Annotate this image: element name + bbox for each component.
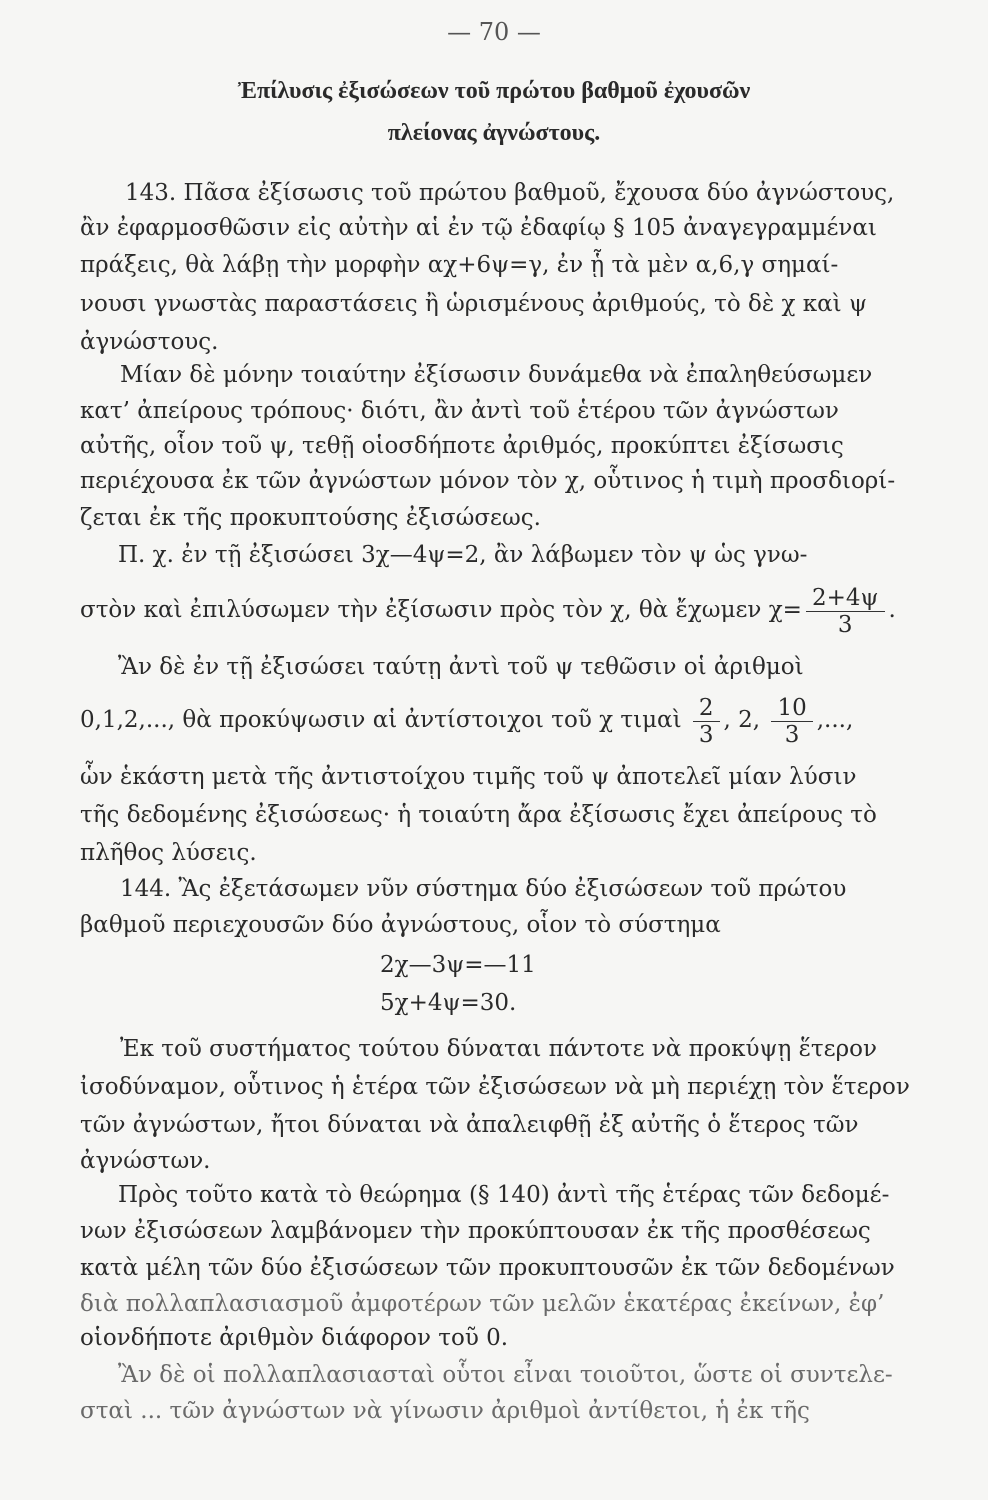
p-pros-line1: Πρὸς τοῦτο κατὰ τὸ θεώρημα (§ 140) ἀντὶ τῆς ἑτέρας τῶν δεδομέ-	[118, 1182, 890, 1208]
p143b-line3: αὐτῆς, οἷον τοῦ ψ, τεθῇ οἱοσδήποτε ἀριθμός, προκύπτει ἐξίσωσις	[80, 433, 844, 459]
p-pros-line3: κατὰ μέλη τῶν δύο ἐξισώσεων τῶν προκυπτουσῶν ἐκ τῶν δεδομένων	[80, 1255, 895, 1281]
p143-line3: πράξεις, θὰ λάβῃ τὴν μορφὴν αχ+6ψ=γ, ἐν ᾗ τὰ μὲν α,6,γ σημαί-	[80, 252, 839, 278]
p143b-line4: περιέχουσα ἐκ τῶν ἀγνώστων μόνον τὸν χ, οὗτινος ἡ τιμὴ προσδιορί-	[80, 468, 896, 494]
p-last-line2: σταὶ ... τῶν ἀγνώστων νὰ γίνωσιν ἀριθμοὶ ἀντίθετοι, ἡ ἐκ τῆς	[80, 1398, 810, 1424]
p143b-line5: ζεται ἐκ τῆς προκυπτούσης ἐξισώσεως.	[80, 505, 541, 531]
p-an-line5: πλῆθος λύσεις.	[80, 840, 257, 866]
p-an-line2: 0,1,2,..., θὰ προκύψωσιν αἱ ἀντίστοιχοι τοῦ χ τιμαὶ $\frac{2}{3}$ , 2, $\frac{10}{3}$ ,...,	[80, 694, 854, 748]
p144-line2: βαθμοῦ περιεχουσῶν δύο ἀγνώστους, οἷον τὸ σύστημα	[80, 912, 721, 938]
equation-1: 2χ—3ψ=—11	[380, 952, 536, 978]
p143b-line1: Μίαν δὲ μόνην τοιαύτην ἐξίσωσιν δυνάμεθα νὰ ἐπαληθεύσωμεν	[120, 362, 873, 388]
section-title-line2: πλείονας ἀγνώστους.	[387, 120, 601, 146]
p143-line5: ἀγνώστους.	[80, 329, 219, 355]
fraction: $\frac{2}{3}$	[693, 695, 720, 748]
equation-2: 5χ+4ψ=30.	[380, 990, 517, 1016]
p-pros-line4: διὰ πολλαπλασιασμοῦ ἀμφοτέρων τῶν μελῶν ἑκατέρας ἐκείνων, ἐφ’	[80, 1291, 885, 1317]
fraction: $\frac{2+4\psi}{3}$	[806, 585, 885, 638]
p143-line1: 143. Πᾶσα ἐξίσωσις τοῦ πρώτου βαθμοῦ, ἔχουσα δύο ἀγνώστους,	[125, 180, 895, 206]
section-title-line1: Ἐπίλυσις ἐξισώσεων τοῦ πρώτου βαθμοῦ ἐχουσῶν	[237, 78, 751, 104]
p143-line4: νουσι γνωστὰς παραστάσεις ἢ ὡρισμένους ἀριθμούς, τὸ δὲ χ καὶ ψ	[80, 291, 868, 317]
paragraph-number: 143.	[125, 180, 177, 206]
p-an-line1: Ἂν δὲ ἐν τῇ ἐξισώσει ταύτῃ ἀντὶ τοῦ ψ τεθῶσιν οἱ ἀριθμοὶ	[118, 654, 804, 680]
page-number: — 70 —	[447, 18, 541, 46]
p-ek-line4: ἀγνώστων.	[80, 1148, 211, 1174]
example-line1: Π. χ. ἐν τῇ ἐξισώσει 3χ—4ψ=2, ἂν λάβωμεν τὸν ψ ὡς γνω-	[118, 542, 808, 568]
p-an-line3: ὧν ἑκάστη μετὰ τῆς ἀντιστοίχου τιμῆς τοῦ ψ ἀποτελεῖ μίαν λύσιν	[80, 764, 857, 790]
p-last-line1: Ἂν δὲ οἱ πολλαπλασιασταὶ οὗτοι εἶναι τοιοῦτοι, ὥστε οἱ συντελε-	[118, 1362, 893, 1388]
p-an-line4: τῆς δεδομένης ἐξισώσεως· ἡ τοιαύτη ἄρα ἐξίσωσις ἔχει ἀπείρους τὸ	[80, 802, 877, 828]
example-line2: στὸν καὶ ἐπιλύσωμεν τὴν ἐξίσωσιν πρὸς τὸν χ, θὰ ἔχωμεν χ= $\frac{2+4\psi}{3}$ .	[80, 584, 896, 638]
p-pros-line2: νων ἐξισώσεων λαμβάνομεν τὴν προκύπτουσαν ἐκ τῆς προσθέσεως	[80, 1218, 871, 1244]
p-ek-line2: ἰσοδύναμον, οὗτινος ἡ ἑτέρα τῶν ἐξισώσεων νὰ μὴ περιέχῃ τὸν ἕτερον	[80, 1074, 910, 1100]
fraction: $\frac{10}{3}$	[771, 695, 812, 748]
p-ek-line1: Ἐκ τοῦ συστήματος τούτου δύναται πάντοτε νὰ προκύψῃ ἕτερον	[120, 1036, 877, 1062]
p144-line1: 144. Ἂς ἐξετάσωμεν νῦν σύστημα δύο ἐξισώσεων τοῦ πρώτου	[120, 876, 847, 902]
p-ek-line3: τῶν ἀγνώστων, ἤτοι δύναται νὰ ἀπαλειφθῇ ἐξ αὐτῆς ὁ ἕτερος τῶν	[80, 1112, 859, 1138]
p143b-line2: κατ’ ἀπείρους τρόπους· διότι, ἂν ἀντὶ τοῦ ἑτέρου τῶν ἀγνώστων	[80, 398, 839, 424]
p-pros-line5: οἱονδήποτε ἀριθμὸν διάφορον τοῦ 0.	[80, 1325, 509, 1351]
p143-line2: ἂν ἐφαρμοσθῶσιν εἰς αὐτὴν αἱ ἐν τῷ ἐδαφίῳ § 105 ἀναγεγραμμέναι	[80, 215, 877, 241]
